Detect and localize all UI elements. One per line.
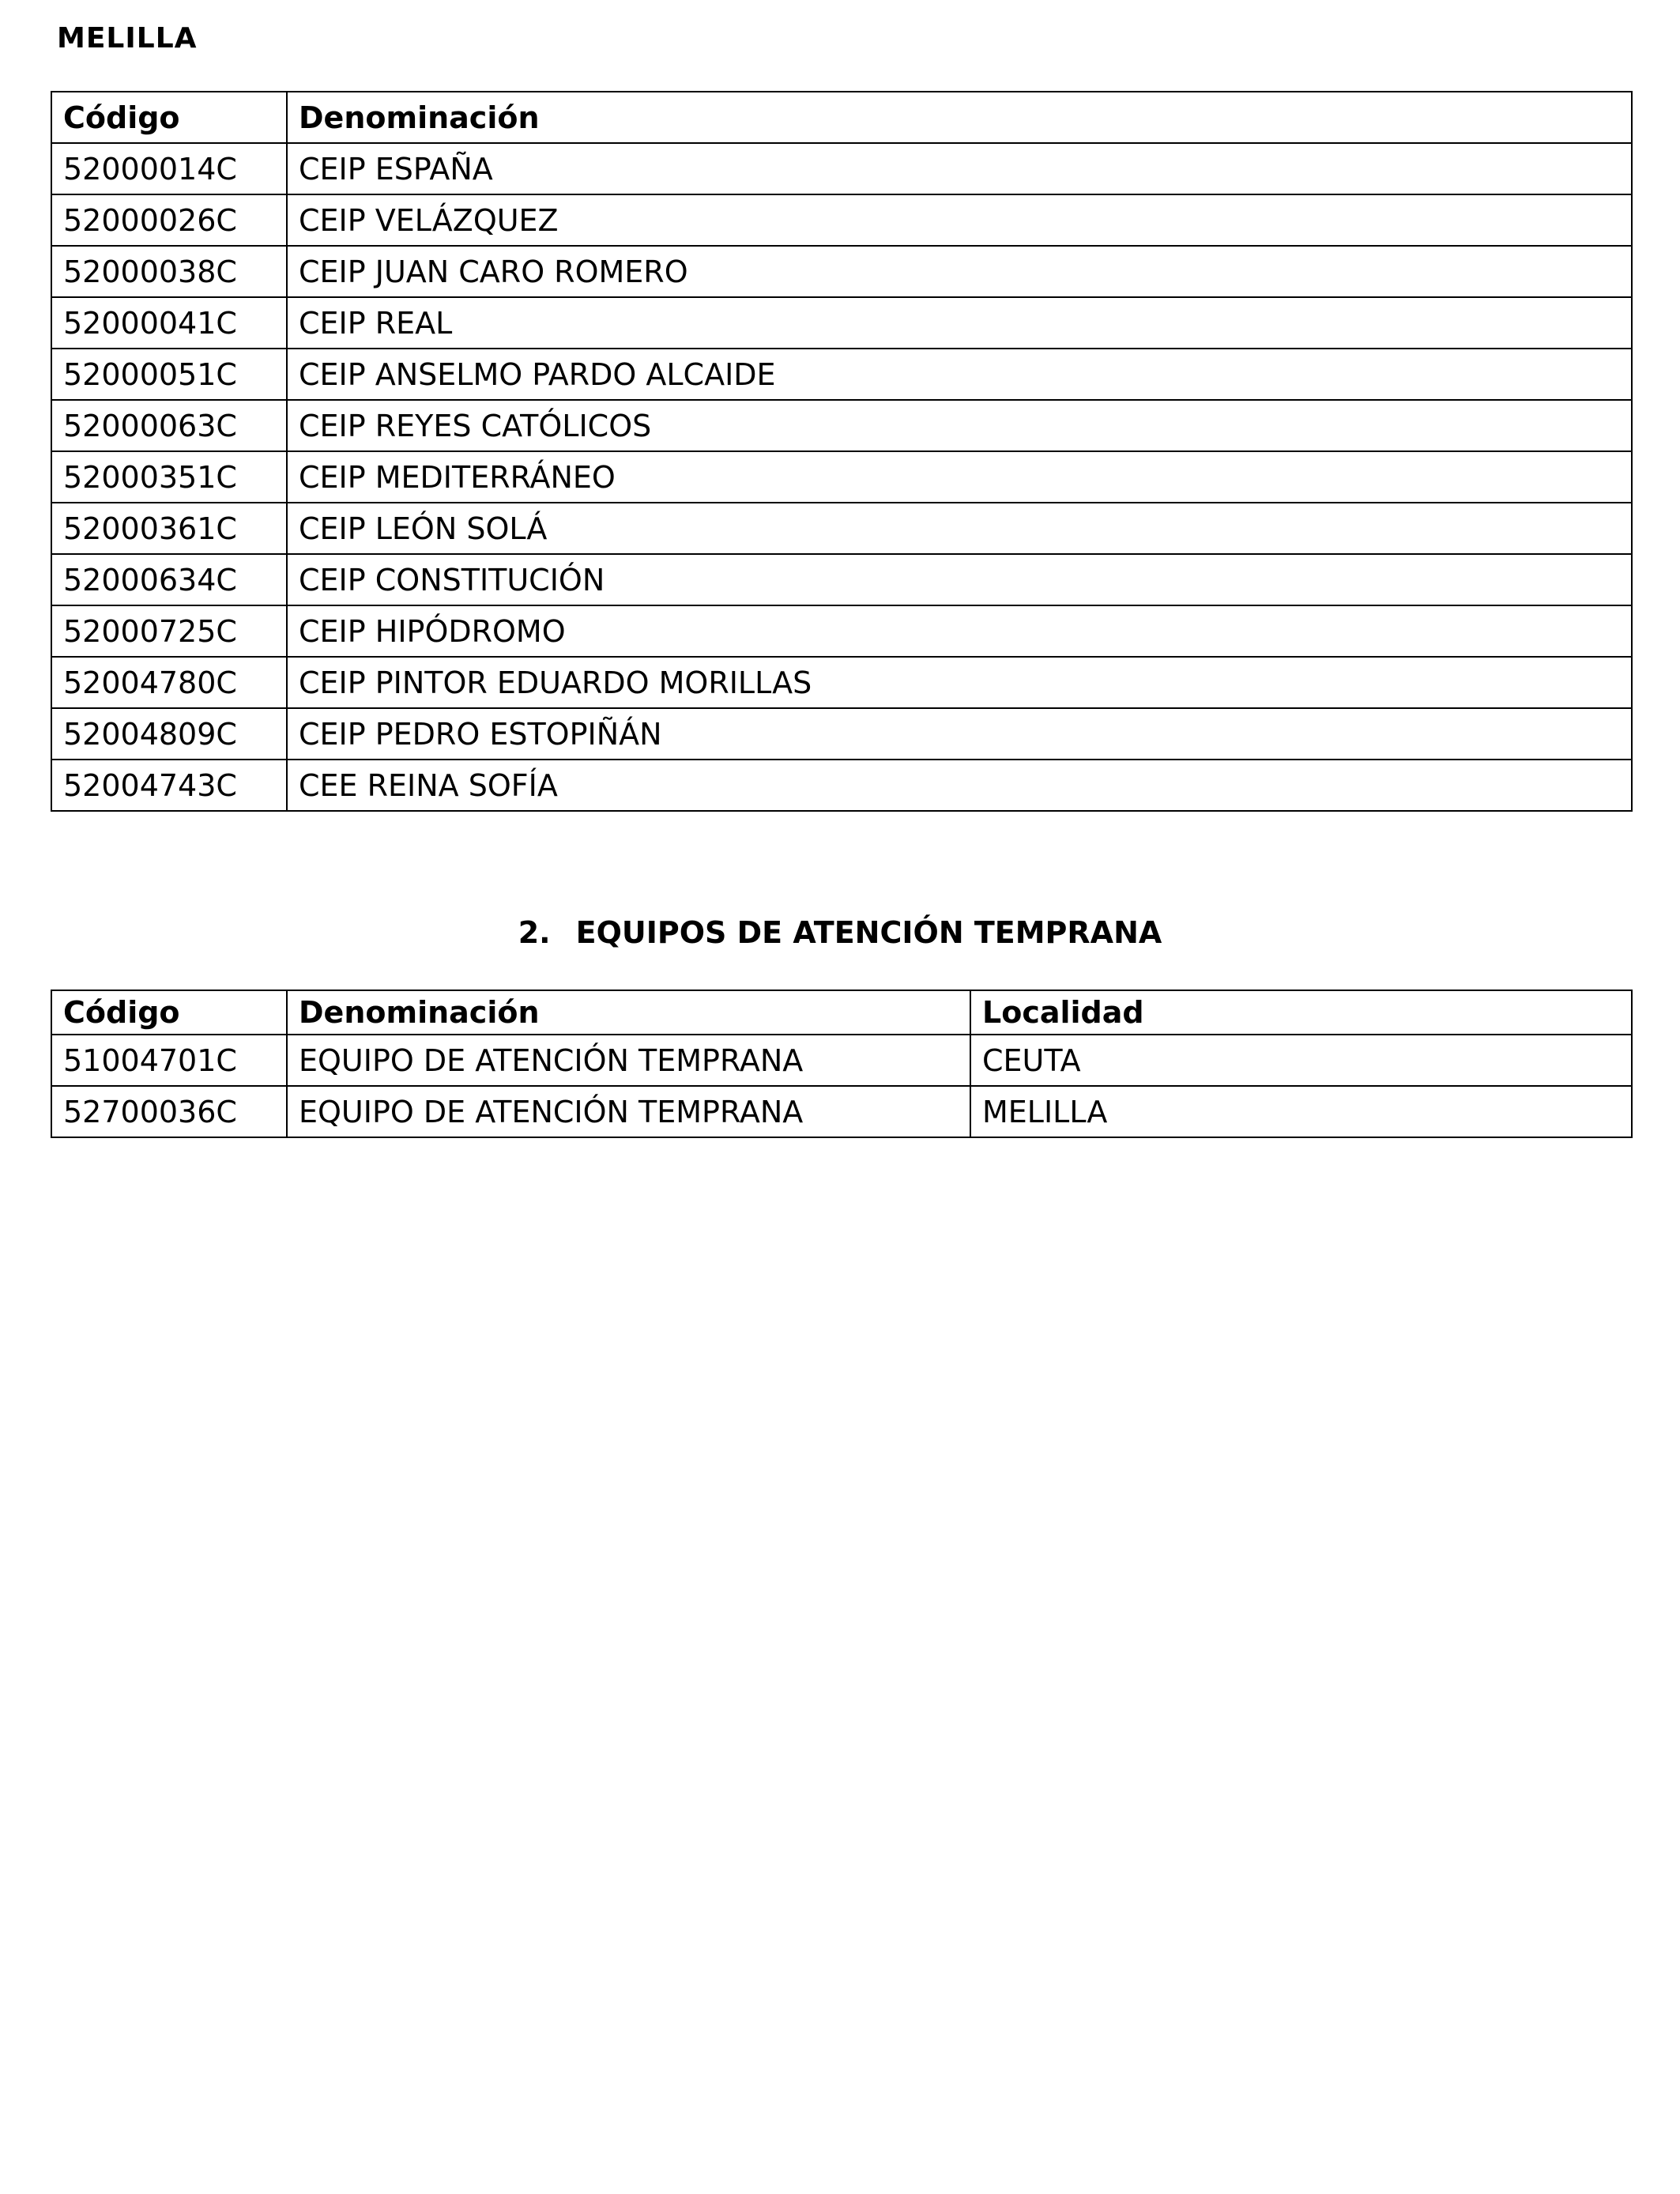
table-row bbox=[51, 451, 1632, 503]
table-row bbox=[51, 554, 1632, 605]
table-row bbox=[51, 760, 1632, 811]
table-row bbox=[51, 1035, 1632, 1086]
table-row bbox=[51, 605, 1632, 657]
cell-denominacion: CEE REINA SOFÍA bbox=[287, 760, 1632, 811]
column-header-codigo: Código bbox=[51, 990, 287, 1035]
cell-codigo: 52000041C bbox=[51, 297, 287, 349]
table-row bbox=[51, 708, 1632, 760]
cell-localidad: CEUTA bbox=[970, 1035, 1632, 1086]
cell-codigo: 51004701C bbox=[51, 1035, 287, 1086]
cell-denominacion: CEIP CONSTITUCIÓN bbox=[287, 554, 1632, 605]
section-heading-text: EQUIPOS DE ATENCIÓN TEMPRANA bbox=[575, 915, 1162, 950]
column-header-localidad: Localidad bbox=[970, 990, 1632, 1035]
cell-denominacion: CEIP ESPAÑA bbox=[287, 143, 1632, 194]
cell-codigo: 52700036C bbox=[51, 1086, 287, 1137]
table-row bbox=[51, 143, 1632, 194]
cell-codigo: 52004809C bbox=[51, 708, 287, 760]
table-row bbox=[51, 1086, 1632, 1137]
cell-denominacion: EQUIPO DE ATENCIÓN TEMPRANA bbox=[287, 1086, 970, 1137]
early-care-teams-table bbox=[51, 990, 1633, 1138]
cell-codigo: 52000026C bbox=[51, 194, 287, 246]
table-row bbox=[51, 349, 1632, 400]
cell-codigo: 52000634C bbox=[51, 554, 287, 605]
section-heading-2 bbox=[0, 915, 1680, 950]
cell-codigo: 52000725C bbox=[51, 605, 287, 657]
section-title: MELILLA bbox=[57, 22, 198, 55]
cell-codigo: 52000361C bbox=[51, 503, 287, 554]
column-header-denominacion: Denominación bbox=[287, 990, 970, 1035]
table-header-row bbox=[51, 92, 1632, 143]
table-header-row bbox=[51, 990, 1632, 1035]
cell-codigo: 52000051C bbox=[51, 349, 287, 400]
cell-denominacion: CEIP LEÓN SOLÁ bbox=[287, 503, 1632, 554]
cell-localidad: MELILLA bbox=[970, 1086, 1632, 1137]
column-header-denominacion: Denominación bbox=[287, 92, 1632, 143]
cell-denominacion: CEIP VELÁZQUEZ bbox=[287, 194, 1632, 246]
table-row bbox=[51, 400, 1632, 451]
cell-denominacion: CEIP PINTOR EDUARDO MORILLAS bbox=[287, 657, 1632, 708]
cell-denominacion: CEIP JUAN CARO ROMERO bbox=[287, 246, 1632, 297]
cell-denominacion: CEIP MEDITERRÁNEO bbox=[287, 451, 1632, 503]
cell-codigo: 52000063C bbox=[51, 400, 287, 451]
section-number: 2. bbox=[518, 915, 551, 950]
column-header-codigo: Código bbox=[51, 92, 287, 143]
cell-codigo: 52004743C bbox=[51, 760, 287, 811]
cell-codigo: 52004780C bbox=[51, 657, 287, 708]
cell-denominacion: CEIP HIPÓDROMO bbox=[287, 605, 1632, 657]
cell-denominacion: CEIP PEDRO ESTOPIÑÁN bbox=[287, 708, 1632, 760]
table-row bbox=[51, 194, 1632, 246]
table-row bbox=[51, 297, 1632, 349]
cell-codigo: 52000351C bbox=[51, 451, 287, 503]
melilla-centers-table bbox=[51, 91, 1633, 812]
cell-codigo: 52000038C bbox=[51, 246, 287, 297]
table-row bbox=[51, 503, 1632, 554]
cell-denominacion: CEIP ANSELMO PARDO ALCAIDE bbox=[287, 349, 1632, 400]
cell-denominacion: EQUIPO DE ATENCIÓN TEMPRANA bbox=[287, 1035, 970, 1086]
table-row bbox=[51, 246, 1632, 297]
table-row bbox=[51, 657, 1632, 708]
cell-denominacion: CEIP REAL bbox=[287, 297, 1632, 349]
cell-denominacion: CEIP REYES CATÓLICOS bbox=[287, 400, 1632, 451]
cell-codigo: 52000014C bbox=[51, 143, 287, 194]
